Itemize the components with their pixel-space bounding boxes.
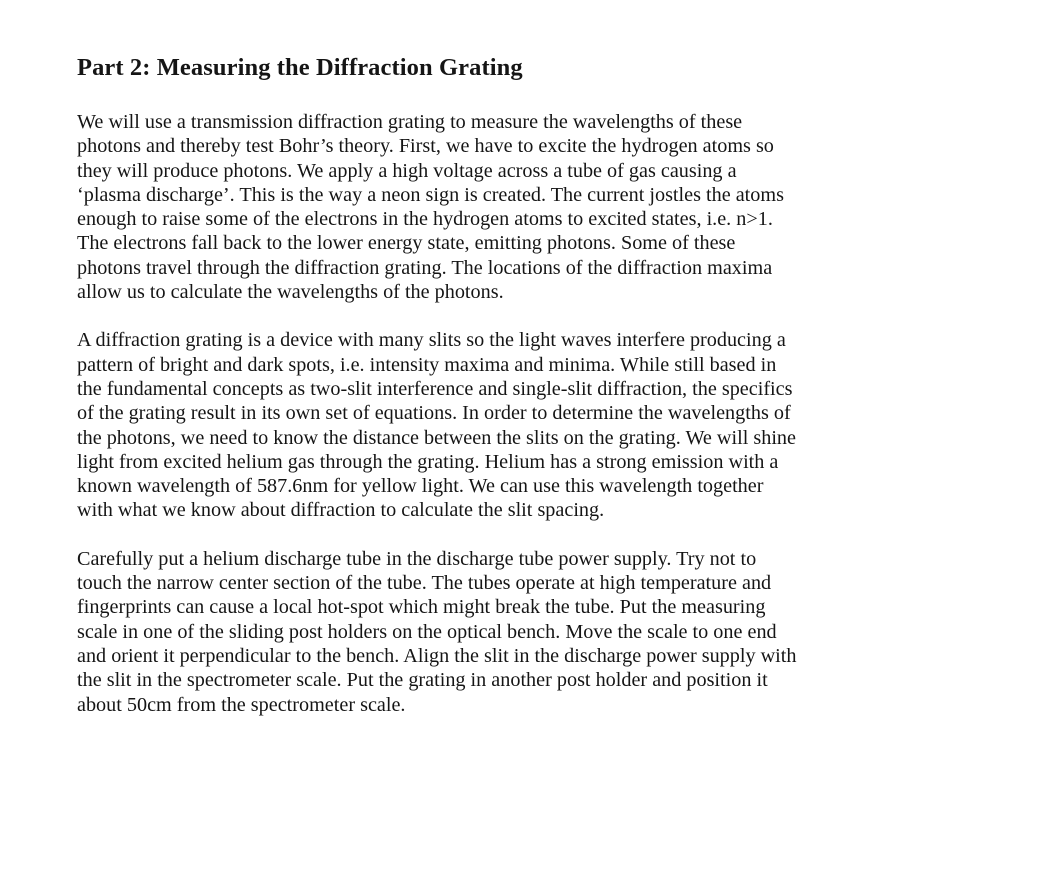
text-line: the photons, we need to know the distance between the slits on the grating. We will shine — [77, 426, 796, 449]
text-line: and orient it perpendicular to the bench. Align the slit in the discharge power supply with — [77, 644, 797, 667]
paragraph-procedure — [77, 547, 957, 717]
text-line: enough to raise some of the electrons in the hydrogen atoms to excited states, i.e. n>1. — [77, 208, 773, 231]
paragraph-grating — [77, 328, 957, 522]
text-line: We will use a transmission diffraction grating to measure the wavelengths of these — [77, 111, 743, 133]
paragraph-intro — [77, 110, 957, 304]
text-line: pattern of bright and dark spots, i.e. intensity maxima and minima. While still based in — [77, 353, 777, 376]
text-line: touch the narrow center section of the tube. The tubes operate at high temperature and — [77, 572, 772, 595]
text-line: Carefully put a helium discharge tube in the discharge tube power supply. Try not to — [77, 547, 757, 570]
text-line: known wavelength of 587.6nm for yellow light. We can use this wavelength together — [77, 475, 764, 498]
text-line: ‘plasma discharge’. This is the way a neon sign is created. The current jostles the atoms — [77, 183, 784, 206]
text-line: allow us to calculate the wavelengths of the photons. — [77, 281, 504, 304]
text-line: with what we know about diffraction to calculate the slit spacing. — [77, 499, 605, 522]
text-line: the fundamental concepts as two-slit interference and single-slit diffraction, the specifics — [77, 377, 793, 400]
text-line: photons travel through the diffraction grating. The locations of the diffraction maxima — [77, 256, 773, 279]
text-line: scale in one of the sliding post holders on the optical bench. Move the scale to one end — [77, 620, 777, 643]
text-line: fingerprints can cause a local hot-spot which might break the tube. Put the measuring — [77, 596, 766, 619]
text-line: about 50cm from the spectrometer scale. — [77, 693, 406, 716]
text-line: photons and thereby test Bohr’s theory. First, we have to excite the hydrogen atoms so — [77, 135, 774, 158]
text-line: A diffraction grating is a device with many slits so the light waves interfere producing a — [77, 329, 786, 352]
document-page — [77, 52, 957, 741]
text-line: of the grating result in its own set of equations. In order to determine the wavelengths of — [77, 402, 791, 425]
text-line: The electrons fall back to the lower energy state, emitting photons. Some of these — [77, 232, 736, 255]
text-line: the slit in the spectrometer scale. Put the grating in another post holder and position it — [77, 669, 768, 692]
text-line: they will produce photons. We apply a high voltage across a tube of gas causing a — [77, 159, 737, 182]
text-line: light from excited helium gas through the grating. Helium has a strong emission with a — [77, 450, 779, 473]
section-heading: Part 2: Measuring the Diffraction Grating — [77, 54, 523, 81]
